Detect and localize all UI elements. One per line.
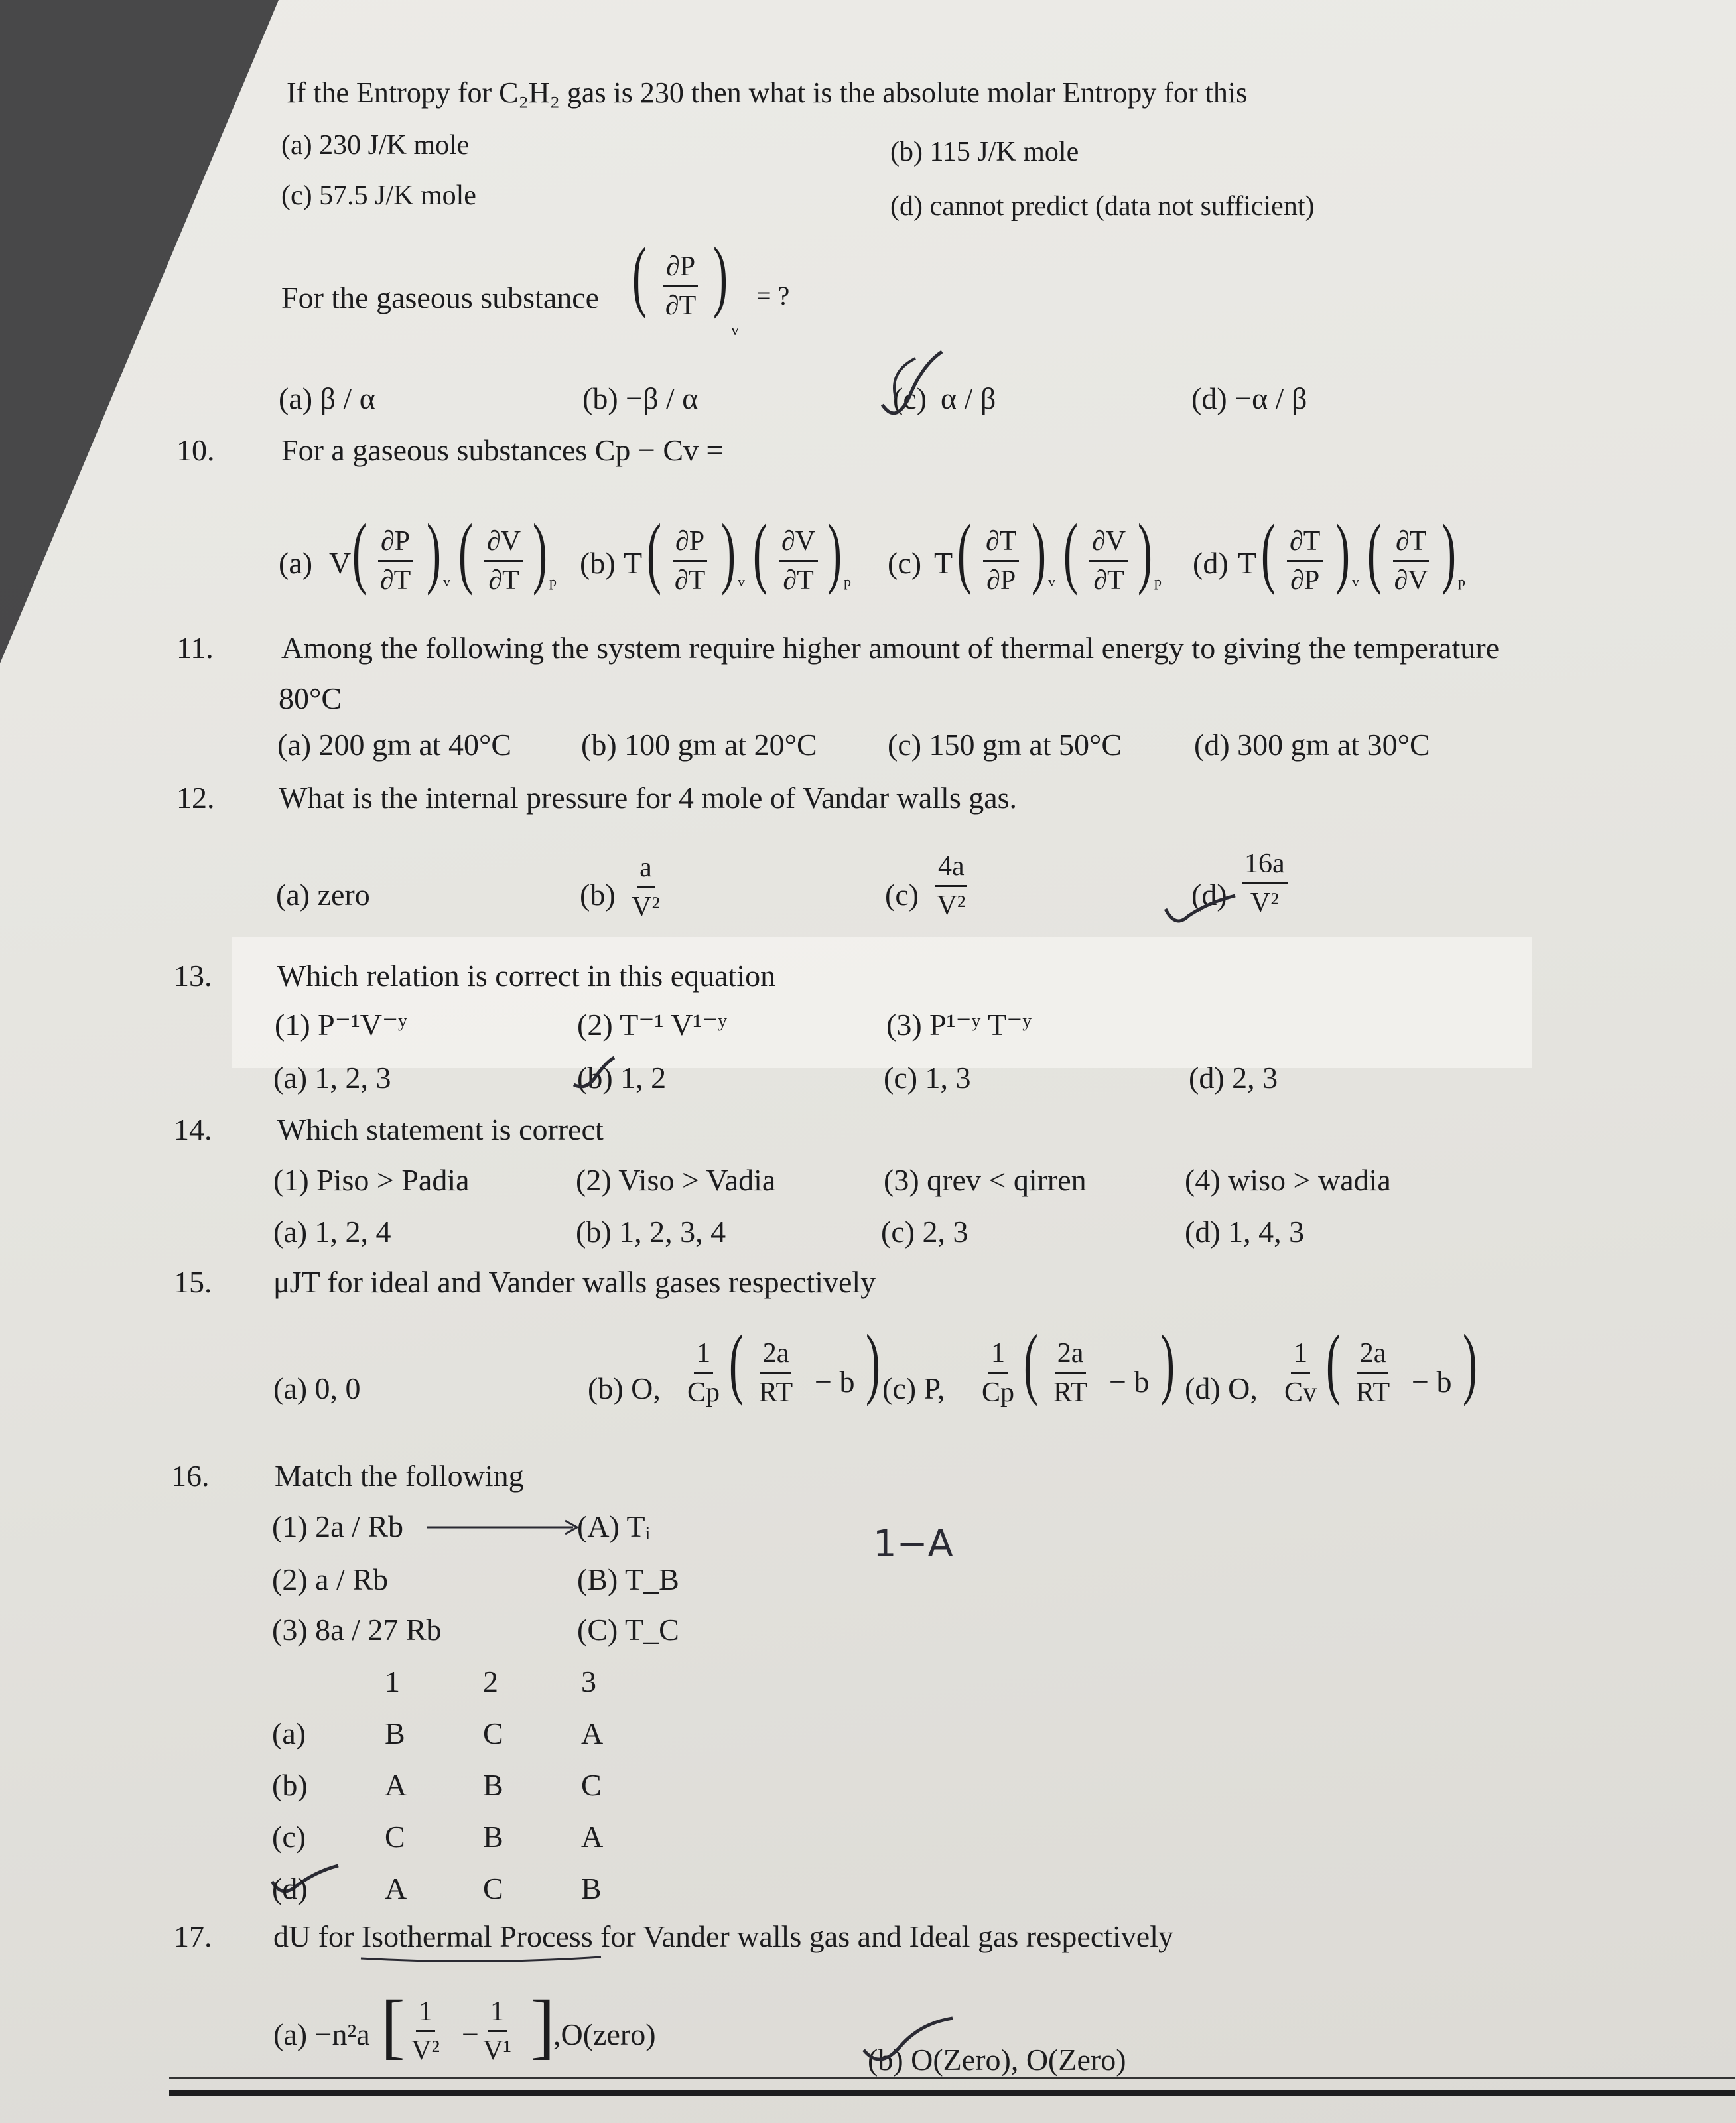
q10-a-s2: p xyxy=(549,573,557,590)
q10-b-d1-num: ∂P xyxy=(673,525,707,562)
q10-d-lead: T xyxy=(1238,546,1257,580)
q12-option-a: (a) zero xyxy=(276,878,370,912)
q16-right-2: (B) T_B xyxy=(577,1562,679,1596)
q15-d-pl: ( xyxy=(1325,1318,1341,1406)
q16-row-cell: C xyxy=(483,1872,503,1905)
q16-row-cell: B xyxy=(483,1768,503,1802)
q16-row-label: (d) xyxy=(272,1872,308,1905)
q17-stem: dU for Isothermal Process for Vander walls gas and Ideal gas respectively xyxy=(273,1919,1173,1953)
q10-d-s1: v xyxy=(1352,573,1359,590)
q9-derivative xyxy=(663,251,698,322)
q16-row-label: (a) xyxy=(272,1716,306,1750)
q13-option-c: (c) 1, 3 xyxy=(884,1061,971,1095)
q9-stem: For the gaseous substance xyxy=(281,281,600,314)
q13-statement-3: (3) P¹⁻ʸ T⁻ʸ xyxy=(886,1008,1032,1042)
q15-b-f1-num: 1 xyxy=(694,1337,713,1374)
q13-statement-1: (1) P⁻¹V⁻ʸ xyxy=(275,1008,407,1042)
q17-option-a-lead: (a) −n²a xyxy=(273,2018,370,2051)
q10-d-d2-den: ∂V xyxy=(1394,565,1428,596)
q10-c-s2: p xyxy=(1154,573,1162,590)
q17-bracket-right: ] xyxy=(531,1985,555,2066)
q13-number: 13. xyxy=(174,959,212,993)
q15-b-label: (b) O, xyxy=(588,1371,661,1405)
q15-d-pr: ) xyxy=(1462,1318,1477,1406)
q17-option-b: (b) O(Zero), O(Zero) xyxy=(868,2043,1126,2077)
q9-paren-left: ( xyxy=(632,231,647,319)
question-top-option-b: (b) 115 J/K mole xyxy=(890,137,1079,167)
q9-tail: = ? xyxy=(756,281,790,310)
q12-c-fraction xyxy=(935,851,967,922)
q15-d-f2-num: 2a xyxy=(1357,1337,1389,1374)
q10-a-p2l: ( xyxy=(458,508,473,596)
q16-handwritten-note: 1−A xyxy=(873,1523,953,1566)
q10-option-a-label: (a) xyxy=(279,546,313,580)
q15-c-f1 xyxy=(982,1337,1014,1408)
q15-b-f2-den: RT xyxy=(759,1377,793,1408)
q16-number: 16. xyxy=(171,1459,210,1493)
q15-c-f2-den: RT xyxy=(1053,1377,1088,1408)
q10-option-d-label: (d) xyxy=(1193,546,1229,580)
q10-number: 10. xyxy=(176,433,215,467)
q16-right-1: (A) Tᵢ xyxy=(577,1509,651,1543)
tick-mark-q12 xyxy=(1162,889,1242,935)
q15-c-f1-den: Cp xyxy=(982,1377,1015,1408)
q10-a-d2-den: ∂T xyxy=(488,565,519,596)
q16-header-1: 1 xyxy=(385,1665,400,1698)
q16-row-cell: B xyxy=(483,1820,503,1854)
question-top-stem: If the Entropy for C₂H₂ gas is 230 then what is the absolute molar Entropy for this xyxy=(287,76,1248,109)
q16-row-cell: A xyxy=(581,1716,604,1750)
q16-row-cell: B xyxy=(581,1872,602,1905)
q10-b-d2-den: ∂T xyxy=(783,565,814,596)
q10-d-d1 xyxy=(1287,525,1323,596)
q10-c-d1-den: ∂P xyxy=(986,565,1016,596)
q10-c-d1 xyxy=(983,525,1019,596)
q9-option-c: α / β xyxy=(941,381,996,415)
q10-b-p1l: ( xyxy=(646,508,661,596)
q12-option-b: (b) xyxy=(580,878,616,912)
q10-b-d1-den: ∂T xyxy=(674,565,706,596)
q16-row-cell: B xyxy=(385,1716,405,1750)
q17-option-a-tail: ,O(zero) xyxy=(553,2018,656,2051)
q10-b-p1r: ) xyxy=(720,508,736,596)
q9-paren-right: ) xyxy=(712,231,728,319)
q10-c-p2r: ) xyxy=(1137,508,1152,596)
q10-b-s1: v xyxy=(738,573,745,590)
page-corner-shadow xyxy=(0,0,279,663)
q10-stem: For a gaseous substances Cp − Cv = xyxy=(281,433,724,467)
q10-c-p1l: ( xyxy=(957,508,972,596)
q12-number: 12. xyxy=(176,781,215,815)
q15-number: 15. xyxy=(174,1265,212,1299)
q10-b-p2r: ) xyxy=(827,508,842,596)
q14-option-b: (b) 1, 2, 3, 4 xyxy=(576,1215,726,1249)
q16-header-3: 3 xyxy=(581,1665,596,1698)
q15-d-f1-num: 1 xyxy=(1291,1337,1310,1374)
q13-stem: Which relation is correct in this equation xyxy=(277,959,776,993)
q12-c-den: V² xyxy=(937,890,966,921)
q10-c-d2-num: ∂V xyxy=(1089,525,1128,562)
q13-option-a: (a) 1, 2, 3 xyxy=(273,1061,391,1095)
q17-frac-1-num: 1 xyxy=(416,1996,435,2032)
q15-d-f1 xyxy=(1284,1337,1317,1408)
q15-c-pl: ( xyxy=(1023,1318,1038,1406)
q10-c-lead: T xyxy=(934,546,953,580)
q16-row-label: (b) xyxy=(272,1768,308,1802)
q9-option-c-label: (c) xyxy=(893,381,927,415)
q12-option-d: (d) xyxy=(1191,878,1227,912)
tick-mark-q9 xyxy=(869,345,949,431)
q10-c-d1-num: ∂T xyxy=(983,525,1019,562)
q11-option-c: (c) 150 gm at 50°C xyxy=(888,728,1122,762)
q17-frac-1 xyxy=(411,1996,440,2067)
q10-option-c-label: (c) xyxy=(888,546,922,580)
q12-b-den: V² xyxy=(632,892,660,922)
q10-b-p2l: ( xyxy=(752,508,768,596)
q15-stem: μJT for ideal and Vander walls gases respectively xyxy=(273,1265,876,1299)
q12-d-fraction xyxy=(1242,848,1288,919)
q16-header-2: 2 xyxy=(483,1665,498,1698)
tick-mark-q13 xyxy=(570,1055,617,1095)
q14-option-c: (c) 2, 3 xyxy=(881,1215,968,1249)
q10-d-d2-num: ∂T xyxy=(1393,525,1429,562)
q10-d-s2: p xyxy=(1458,573,1465,590)
q12-c-num: 4a xyxy=(935,851,967,887)
q10-a-d1-num: ∂P xyxy=(378,525,413,562)
q14-statement-3: (3) qrev < qirren xyxy=(884,1163,1087,1197)
q10-a-p2r: ) xyxy=(532,508,547,596)
q13-statement-2: (2) T⁻¹ V¹⁻ʸ xyxy=(577,1008,728,1042)
q12-stem: What is the internal pressure for 4 mole of Vandar walls gas. xyxy=(279,781,1018,815)
q15-d-f2-den: RT xyxy=(1356,1377,1390,1408)
q15-c-f2 xyxy=(1053,1337,1087,1408)
q9-option-a: (a) β / α xyxy=(279,381,375,415)
q16-left-1: (1) 2a / Rb xyxy=(272,1509,404,1543)
q10-a-p1r: ) xyxy=(426,508,441,596)
q16-row-cell: A xyxy=(385,1768,407,1802)
q10-d-d1-den: ∂P xyxy=(1290,565,1320,596)
q15-b-f2 xyxy=(759,1337,793,1408)
q9-num: ∂P xyxy=(663,251,698,287)
q15-c-f2-num: 2a xyxy=(1055,1337,1087,1374)
q10-c-d2 xyxy=(1089,525,1128,596)
question-top-option-d: (d) cannot predict (data not sufficient) xyxy=(890,191,1315,222)
q16-row-cell: A xyxy=(385,1872,407,1905)
q16-row-cell: A xyxy=(581,1820,604,1854)
q17-frac-1-den: V² xyxy=(411,2035,440,2066)
q10-a-d1-den: ∂T xyxy=(379,565,411,596)
q14-option-a: (a) 1, 2, 4 xyxy=(273,1215,391,1249)
q11-stem: Among the following the system require higher amount of thermal energy to giving the temperature xyxy=(281,631,1500,665)
q10-d-d1-num: ∂T xyxy=(1287,525,1323,562)
q11-option-d: (d) 300 gm at 30°C xyxy=(1194,728,1430,762)
q15-c-pr: ) xyxy=(1160,1318,1175,1406)
q15-d-f2 xyxy=(1356,1337,1390,1408)
q10-a-lead: V xyxy=(329,546,352,580)
q15-b-minus-b: − b xyxy=(815,1365,855,1399)
q16-stem: Match the following xyxy=(275,1459,524,1493)
q14-statement-2: (2) Viso > Vadia xyxy=(576,1163,776,1197)
q11-stem-2: 80°C xyxy=(279,681,342,715)
q10-b-lead: T xyxy=(624,546,643,580)
q15-b-pl: ( xyxy=(728,1318,744,1406)
q15-d-minus-b: − b xyxy=(1412,1365,1452,1399)
q17-minus: − xyxy=(462,2018,479,2051)
q16-row-cell: C xyxy=(581,1768,602,1802)
q17-underline xyxy=(358,1953,604,1966)
q10-c-p2l: ( xyxy=(1063,508,1078,596)
q9-option-b: (b) −β / α xyxy=(582,381,699,415)
q16-left-2: (2) a / Rb xyxy=(272,1562,389,1596)
q11-number: 11. xyxy=(176,631,214,665)
q10-d-d2 xyxy=(1393,525,1429,596)
q15-c-minus-b: − b xyxy=(1109,1365,1150,1399)
q10-d-p2r: ) xyxy=(1441,508,1456,596)
q15-c-label: (c) P, xyxy=(882,1371,945,1405)
q17-bracket-left: [ xyxy=(381,1985,405,2066)
q12-b-num: a xyxy=(637,852,655,888)
q10-c-d2-den: ∂T xyxy=(1093,565,1124,596)
q11-option-b: (b) 100 gm at 20°C xyxy=(581,728,817,762)
question-top-option-c: (c) 57.5 J/K mole xyxy=(281,180,476,211)
q16-match-arrow xyxy=(425,1514,584,1541)
q10-a-p1l: ( xyxy=(352,508,367,596)
q17-frac-2 xyxy=(483,1996,511,2067)
q12-b-fraction xyxy=(632,852,660,923)
q10-a-d1 xyxy=(378,525,413,596)
q14-number: 14. xyxy=(174,1113,212,1146)
q13-option-b: (b) 1, 2 xyxy=(577,1061,667,1095)
q15-b-f1 xyxy=(687,1337,720,1408)
q15-b-f2-num: 2a xyxy=(760,1337,792,1374)
q11-option-a: (a) 200 gm at 40°C xyxy=(277,728,512,762)
q16-row-cell: C xyxy=(483,1716,503,1750)
q14-statement-1: (1) Piso > Padia xyxy=(273,1163,470,1197)
q10-b-d2 xyxy=(779,525,818,596)
q15-b-pr: ) xyxy=(865,1318,880,1406)
q10-c-s1: v xyxy=(1048,573,1055,590)
q9-den: ∂T xyxy=(665,291,697,321)
q14-stem: Which statement is correct xyxy=(277,1113,604,1146)
q16-row-cell: C xyxy=(385,1820,405,1854)
q10-a-d2-num: ∂V xyxy=(484,525,523,562)
q17-frac-2-num: 1 xyxy=(488,1996,507,2032)
question-top-option-a: (a) 230 J/K mole xyxy=(281,130,470,161)
highlight-band xyxy=(232,937,1532,1068)
q13-option-d: (d) 2, 3 xyxy=(1189,1061,1278,1095)
footer-rule xyxy=(169,2090,1735,2096)
q9-option-d: (d) −α / β xyxy=(1191,381,1307,415)
q10-d-p1r: ) xyxy=(1335,508,1350,596)
q10-a-s1: v xyxy=(443,573,450,590)
q10-b-d1 xyxy=(673,525,707,596)
q15-c-f1-num: 1 xyxy=(988,1337,1008,1374)
q9-sub: v xyxy=(731,322,739,339)
q14-option-d: (d) 1, 4, 3 xyxy=(1185,1215,1305,1249)
q15-option-a: (a) 0, 0 xyxy=(273,1371,361,1405)
q14-statement-4: (4) wiso > wadia xyxy=(1185,1163,1391,1197)
q16-left-3: (3) 8a / 27 Rb xyxy=(272,1613,442,1647)
q12-option-c: (c) xyxy=(885,878,919,912)
q15-d-label: (d) O, xyxy=(1185,1371,1258,1405)
q10-c-p1r: ) xyxy=(1031,508,1046,596)
q12-d-num: 16a xyxy=(1242,848,1288,884)
tick-mark-q17 xyxy=(860,2010,959,2070)
q10-option-b-label: (b) xyxy=(580,546,616,580)
q10-b-s2: p xyxy=(844,573,851,590)
q12-d-den: V² xyxy=(1250,888,1279,918)
q17-frac-2-den: V¹ xyxy=(483,2035,511,2066)
q10-d-p2l: ( xyxy=(1367,508,1382,596)
q10-d-p1l: ( xyxy=(1260,508,1276,596)
q16-row-label: (c) xyxy=(272,1820,306,1854)
q16-right-3: (C) T_C xyxy=(577,1613,679,1647)
q15-d-f1-den: Cv xyxy=(1284,1377,1317,1408)
q15-b-f1-den: Cp xyxy=(687,1377,720,1408)
q17-number: 17. xyxy=(174,1919,212,1953)
q10-a-d2 xyxy=(484,525,523,596)
footer-rule-thin xyxy=(169,2077,1735,2079)
q10-b-d2-num: ∂V xyxy=(779,525,818,562)
